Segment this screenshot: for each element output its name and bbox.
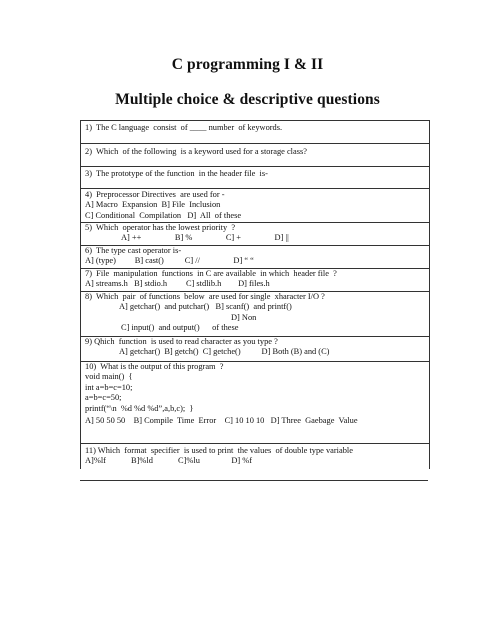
code-line-1: void main() { [85,372,133,382]
question-2-text: 2) Which of the following is a keyword used for a storage class? [85,147,307,156]
question-9 [81,336,429,358]
question-11-text: 11) Which format specifier is used to print the values of double type variable [85,446,353,455]
question-3-text: 3) The prototype of the function in the header file is- [85,169,268,178]
question-8 [81,291,429,334]
question-11 [81,443,429,467]
question-9-options: A] getchar() B] getch() C] getche() D] Both (B) and (C) [119,347,330,357]
question-1-text: 1) The C language consist of ____ number of keywords. [85,123,283,132]
question-6 [81,245,429,267]
question-5 [81,222,429,244]
question-4 [81,188,429,221]
question-11-options: A]%lf B]%ld C]%lu D] %f [85,456,253,466]
question-8-options-b: D] Non [231,312,257,322]
question-5-text: 5) Which operator has the lowest priority ? [85,223,236,232]
question-4-options-b: C] Conditional Compilation D] All of these [85,210,242,220]
code-line-4: printf(“\n %d %d %d”,a,b,c); } [85,403,194,413]
question-10-text: 10) What is the output of this program ? [85,362,224,371]
question-4-options-a: A] Macro Expansion B] File Inclusion [85,200,221,210]
bottom-divider [80,480,428,481]
code-line-3: a=b=c=50; [85,393,122,403]
question-7-options: A] streams.h B] stdio.h C] stdlib.h D] files.h [85,279,270,289]
question-1 [81,123,429,133]
page-title: C programming I & II [171,56,324,73]
question-8-options-a: A] getchar() and putchar() B] scanf() and printf() [119,302,292,312]
question-2 [81,143,429,157]
question-7-text: 7) File manipulation functions in C are available in which header file ? [85,269,337,278]
code-line-2: int a=b=c=10; [85,382,133,392]
question-6-text: 6) The type cast operator is- [85,246,182,255]
page-subtitle: Multiple choice & descriptive questions [115,91,380,108]
question-3 [81,166,429,179]
question-4-text: 4) Preprocessor Directives are used for - [85,190,225,199]
question-8-options-c: C] input() and output() of these [121,323,239,333]
question-10 [81,361,429,426]
question-table [80,120,430,469]
question-6-options: A] (type) B] cast() C] // D] “ “ [85,256,254,266]
question-10-options: A] 50 50 50 B] Compile Time Error C] 10 10 10 D] Three Gaebage Value [85,415,358,425]
question-7 [81,268,429,290]
question-8-text: 8) Which pair of functions below are used for single xharacter I/O ? [85,292,325,301]
question-5-options: A] ++ B] % C] + D] || [121,233,289,243]
question-9-text: 9) Qhich function is used to read character as you type ? [85,337,278,346]
